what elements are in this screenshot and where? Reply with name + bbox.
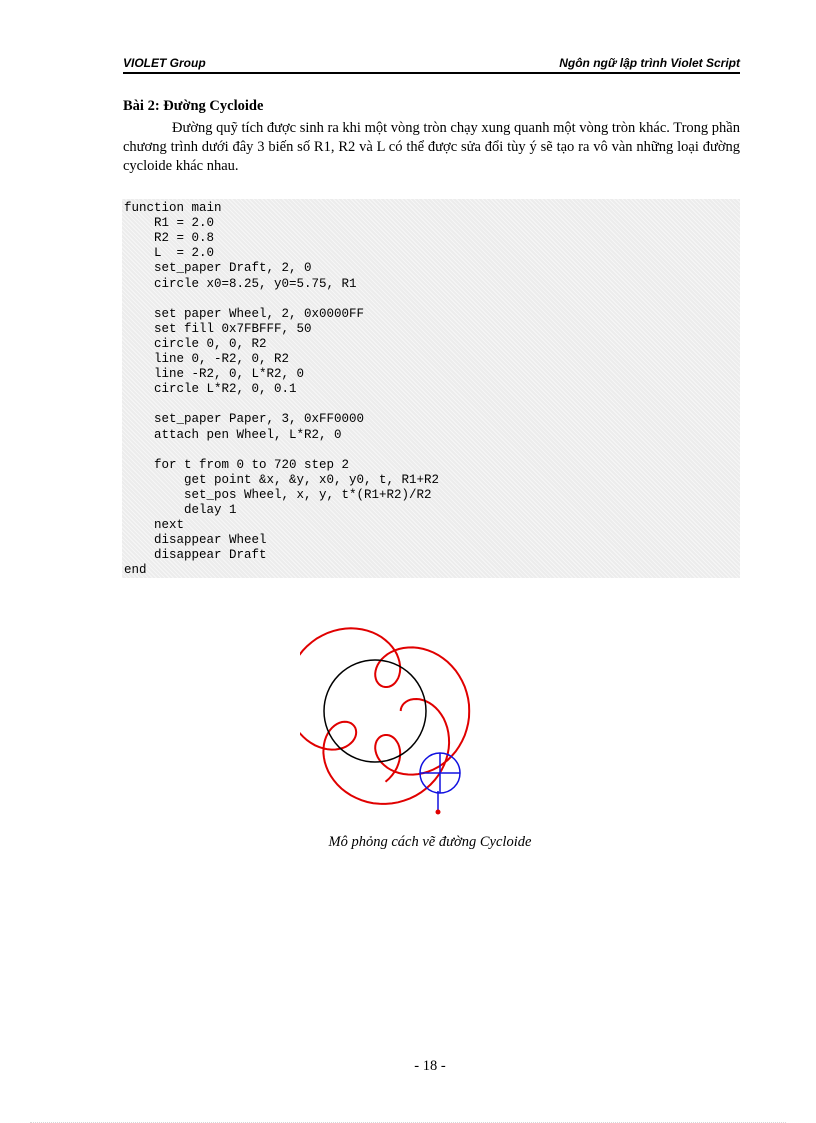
code-line: set fill 0x7FBFFF, 50 [124, 321, 312, 336]
figure-caption: Mô phỏng cách vẽ đường Cycloide [328, 834, 532, 850]
code-line: circle 0, 0, R2 [124, 336, 267, 351]
code-line: circle x0=8.25, y0=5.75, R1 [124, 276, 357, 291]
pen-point [436, 810, 441, 815]
code-line: line -R2, 0, L*R2, 0 [124, 367, 305, 382]
section-paragraph: Đường quỹ tích được sinh ra khi một vòng tròn chạy xung quanh một vòng tròn khác. Trong phần chương trình dưới đây 3 biến số R1, R2 và L có thể được sửa đổi tùy ý sẽ tạo ra vô vàn những loại đường cycloide khác nhau. [123, 120, 740, 174]
code-line: R2 = 0.8 [124, 231, 215, 246]
code-line: end [124, 563, 147, 578]
code-line: disappear Wheel [124, 533, 267, 548]
cycloid-curve [300, 628, 469, 804]
header-right: Ngôn ngữ lập trình Violet Script [559, 56, 740, 70]
code-line: get point &x, &y, x0, y0, t, R1+R2 [124, 472, 440, 487]
code-line: disappear Draft [124, 548, 267, 563]
code-line: function main [124, 201, 222, 215]
code-line: circle L*R2, 0, 0.1 [124, 382, 297, 397]
code-line: set_paper Draft, 2, 0 [124, 261, 312, 276]
code-line: delay 1 [124, 503, 237, 517]
cycloid-figure [300, 618, 550, 823]
header-left: VIOLET Group [123, 56, 206, 70]
code-line: R1 = 2.0 [124, 216, 215, 231]
page-header [123, 56, 740, 74]
code-line: L = 2.0 [124, 246, 215, 261]
code-line: next [124, 518, 185, 533]
page-number: - 18 - [414, 1058, 446, 1074]
code-line: for t from 0 to 720 step 2 [124, 457, 350, 472]
code-line: set_paper Paper, 3, 0xFF0000 [124, 412, 365, 427]
section-title: Bài 2: Đường Cycloide [123, 98, 264, 114]
code-line: set_pos Wheel, x, y, t*(R1+R2)/R2 [124, 487, 432, 502]
code-line: set paper Wheel, 2, 0x0000FF [124, 306, 365, 321]
code-line: attach pen Wheel, L*R2, 0 [124, 427, 342, 442]
code-line: line 0, -R2, 0, R2 [124, 352, 290, 366]
code-block [122, 199, 740, 578]
